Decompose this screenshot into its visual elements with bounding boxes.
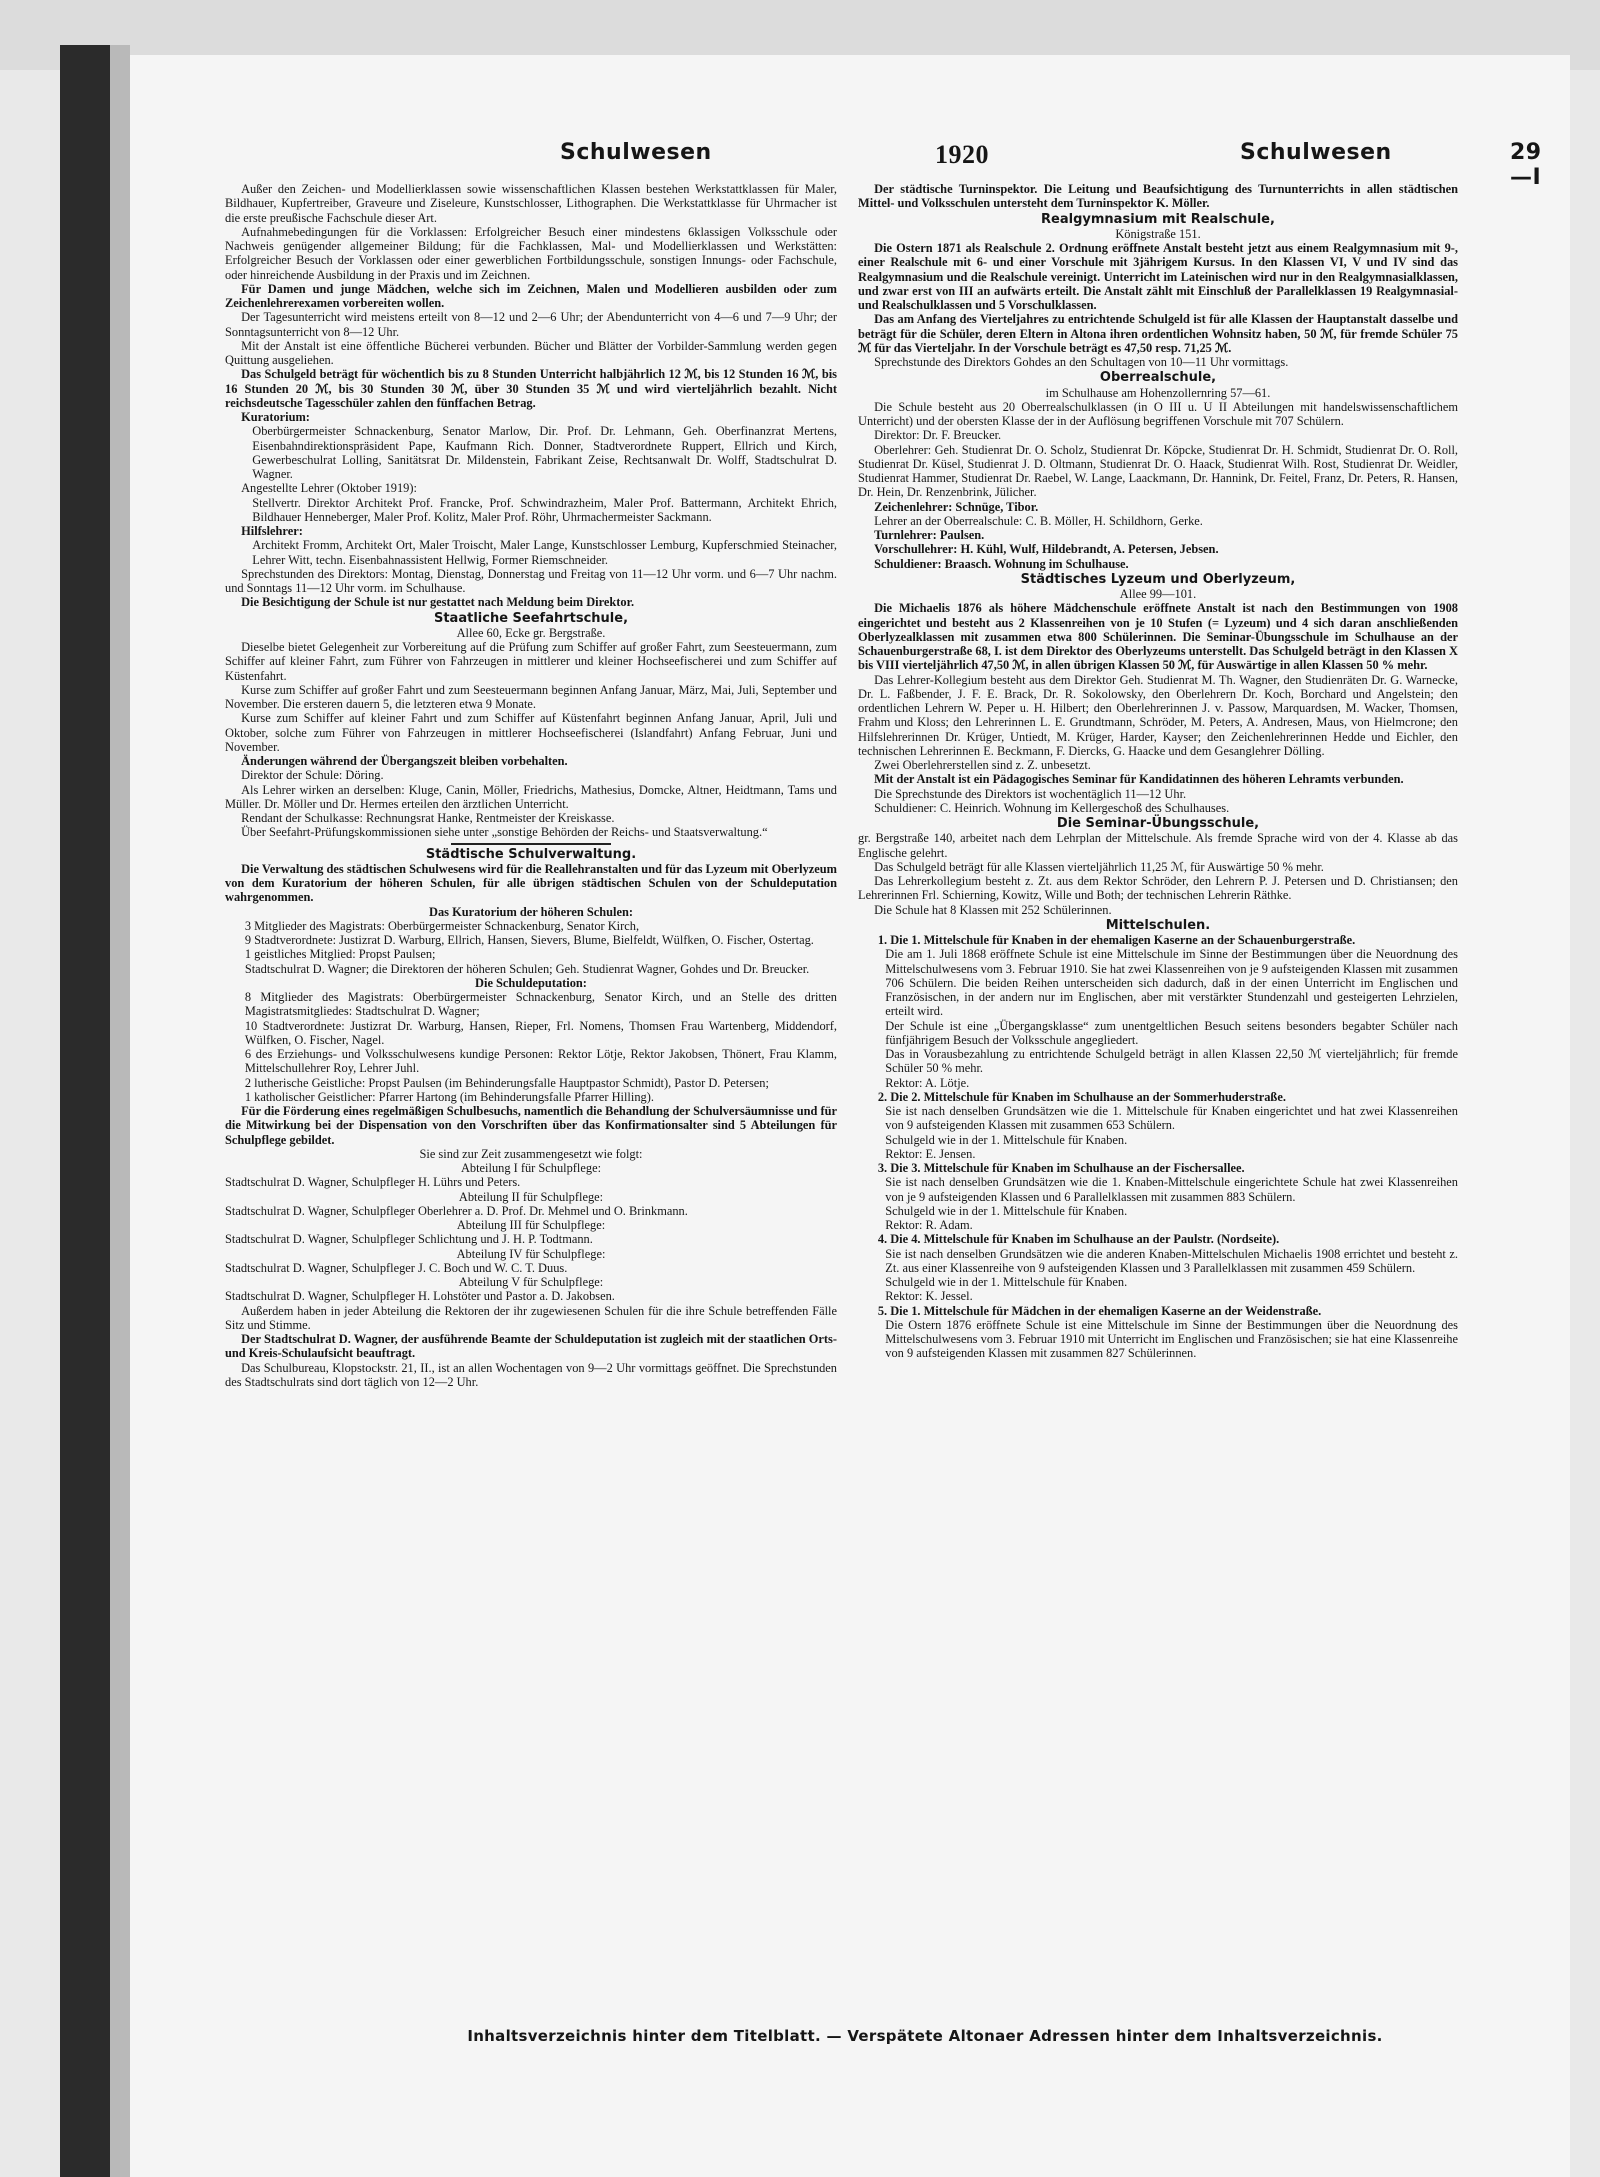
paragraph: Sie ist nach denselben Grundsätzen wie die 1. Mittelschule für Knaben eingerichtet und hat zwei Klassenreihen von 9 aufsteigenden Klassen mit zusammen 653 Schülern. <box>885 1104 1458 1133</box>
paragraph: Die Michaelis 1876 als höhere Mädchenschule eröffnete Anstalt ist nach den Bestimmungen von 1908 eingerichtet und besteht aus 2 Klassenreihen von je 10 Stufen (= Lyzeum) und 4 sich daran anschließenden Oberlyzealklassen mit zusammen etwa 800 Schülerinnen. Die Seminar-Übungsschule im Schulhause an der Schauenburgerstraße 68, I. ist dem Direktor des Oberlyzeums unterstellt. Das Schulgeld beträgt in den Klassen X bis VIII vierteljährlich 47,50 ℳ, in allen übrigen Klassen 50 ℳ, für Auswärtige in allen Klassen 50 % mehr. <box>858 601 1458 673</box>
paragraph: Der Stadtschulrat D. Wagner, der ausführende Beamte der Schuldeputation ist zugleich mit der staatlichen Orts- und Kreis-Schulaufsicht beauftragt. <box>225 1332 837 1361</box>
left-column <box>225 182 837 1389</box>
header-right: Schulwesen <box>1240 140 1392 165</box>
paragraph: Schuldiener: Braasch. Wohnung im Schulhause. <box>874 556 1129 571</box>
paragraph: gr. Bergstraße 140, arbeitet nach dem Lehrplan der Mittelschule. Als fremde Sprache wird von der 4. Klasse ab das Englische gelehrt. <box>858 831 1458 860</box>
section-subheading: im Schulhause am Hohenzollernring 57—61. <box>1045 385 1271 400</box>
paragraph: Angestellte Lehrer (Oktober 1919): <box>241 481 417 496</box>
department-heading: Abteilung IV für Schulpflege: <box>456 1246 606 1261</box>
paragraph: Das Lehrer-Kollegium besteht aus dem Direktor Geh. Studienrat M. Th. Wagner, den Studienräten Dr. G. Warnecke, Dr. L. Faßbender, J. F. E. Brack, Dr. R. Sokolowsky, den Oberlehrern Dr. Koch, Borchard und Angelstein; den ordentlichen Lehrern W. Peper u. H. Hilbert; den Oberlehrerinnen J. v. Passow, Marquardsen, M. Wacker, Thomsen, Frahm und Kloss; den Lehrerinnen L. E. Grundtmann, Schröder, M. Peters, A. Andresen, Maus, von Hielmcrone; den Hilfslehrerinnen Dr. Krüger, Untiedt, M. Krüger, Harder, Kayser; den Zeichenlehrerinnen Hedde und Eichler, den technischen Lehrerinnen E. Beckmann, F. Diercks, G. Haacke und dem Gesanglehrer Dölling. <box>858 672 1458 758</box>
document-page <box>130 55 1570 2177</box>
paragraph: Für Damen und junge Mädchen, welche sich im Zeichnen, Malen und Modellieren ausbilden oder zum Zeichenlehrerexamen vorbereiten wollen. <box>225 281 837 310</box>
paragraph: Architekt Fromm, Architekt Ort, Maler Troischt, Maler Lange, Kunstschlosser Lemburg, Kupferschmied Steinacher, Lehrer Witt, techn. Eisenbahnassistent Hellwig, Former Riemschneider. <box>252 538 837 567</box>
paragraph: Die Ostern 1871 als Realschule 2. Ordnung eröffnete Anstalt besteht jetzt aus einem Realgymnasium mit 9-, einer Realschule mit 6- und einer Vorschule mit 3jährigem Kursus. In den Klassen VI, V und IV sind das Realgymnasium und die Realschule vereinigt. Unterricht im Lateinischen wird nur in den Realgymnasialklassen, und zwar erst von III an aufwärts erteilt. Die Anstalt zählt mit Einschluß der Parallelklassen 19 Realgymnasial- und Realschulklassen und 5 Vorschulklassen. <box>858 241 1458 312</box>
paragraph: Lehrer an der Oberrealschule: C. B. Möller, H. Schildhorn, Gerke. <box>874 513 1203 528</box>
section-heading: Staatliche Seefahrtschule, <box>433 610 629 626</box>
paragraph: Kurse zum Schiffer auf kleiner Fahrt und zum Schiffer auf Küstenfahrt beginnen Anfang Januar, April, Juli und Oktober, solche zum Führer von Fahrzeugen in mittlerer Hochseefischerei (Islandfahrt) Anfang Februar, Juni und November. <box>225 711 837 754</box>
paragraph: Schulgeld wie in der 1. Mittelschule für Knaben. <box>885 1203 1128 1218</box>
paragraph: Schuldiener: C. Heinrich. Wohnung im Kellergeschoß des Schulhauses. <box>874 800 1230 815</box>
list-item: 1. Die 1. Mittelschule für Knaben in der ehemaligen Kaserne an der Schauenburgerstraße. <box>877 933 1356 947</box>
list-item: 4. Die 4. Mittelschule für Knaben im Schulhause an der Paulstr. (Nordseite). <box>877 1232 1280 1247</box>
paragraph: Das Schulgeld beträgt für alle Klassen vierteljährlich 11,25 ℳ, für Auswärtige 50 % mehr. <box>874 859 1324 874</box>
paragraph: Änderungen während der Übergangszeit bleiben vorbehalten. <box>241 754 568 768</box>
paragraph: 1 katholischer Geistlicher: Pfarrer Hartong (im Behinderungsfalle Pfarrer Hilling). <box>244 1089 654 1104</box>
paragraph: Über Seefahrt-Prüfungskommissionen siehe unter „sonstige Behörden der Reichs- und Staatsverwaltung.“ <box>241 825 768 840</box>
paragraph: Kuratorium: <box>241 410 310 424</box>
paragraph: Das Schulbureau, Klopstockstr. 21, II., ist an allen Wochentagen von 9—2 Uhr vormittags geöffnet. Die Sprechstunden des Stadtschulrats sind dort täglich von 12—2 Uhr. <box>225 1360 837 1389</box>
section-subheading: Königstraße 151. <box>1115 226 1201 241</box>
book-binding <box>60 45 110 2177</box>
paragraph: Stadtschulrat D. Wagner, Schulpfleger H. Lührs und Peters. <box>225 1175 521 1190</box>
right-column <box>858 182 1458 1361</box>
paragraph: 8 Mitglieder des Magistrats: Oberbürgermeister Schnackenburg, Senator Kirch, und an Stelle des dritten Magistratsmitgliedes: Stadtschulrat D. Wagner; <box>244 990 837 1019</box>
paragraph: Außer den Zeichen- und Modellierklassen sowie wissenschaftlichen Klassen bestehen Werkstattklassen für Maler, Bildhauer, Kupfertreiber, Graveure und Ziseleure, Kunstschlosser, Lithographen. Die Werkstattklasse für Uhrmacher ist die erste preußische Fachschule dieser Art. <box>225 182 837 225</box>
paragraph: Hilfslehrer: <box>241 524 303 538</box>
department-heading: Abteilung I für Schulpflege: <box>460 1161 602 1175</box>
paragraph: Die am 1. Juli 1868 eröffnete Schule ist eine Mittelschule im Sinne der Bestimmungen über die Neuordnung des Mittelschulwesens vom 3. Februar 1910. Sie hat zwei Klassenreihen von je 9 aufsteigenden Klassen mit zusammen 706 Schülern. Die beiden Reihen unterscheiden sich dadurch, daß in der einen Unterricht im Englischen und Französischen, in der andern nur im Englischen, aber mit verstärkter Stundenzahl und gesteigerten Lehrzielen, erteilt wird. <box>885 947 1458 1019</box>
paragraph: Der städtische Turninspektor. Die Leitung und Beaufsichtigung des Turnunterrichts in allen städtischen Mittel- und Volksschulen untersteht dem Turninspektor K. Möller. <box>858 182 1458 211</box>
paragraph: Vorschullehrer: H. Kühl, Wulf, Hildebrandt, A. Petersen, Jebsen. <box>874 542 1219 557</box>
page-number: 29—I <box>1510 140 1542 190</box>
paragraph: Oberbürgermeister Schnackenburg, Senator Marlow, Dir. Prof. Dr. Lehmann, Geh. Oberfinanzrat Mertens, Eisenbahndirektionspräsident Pape, Kaufmann Rich. Donner, Stadtverordnete Ruppert, Ellrich und Kirch, Gewerbeschulrat Lolling, Sanitätsrat Dr. Mildenstein, Fabrikant Zeise, Rechtsanwalt Dr. Wolff, Stadtschulrat D. Wagner. <box>252 424 837 481</box>
paragraph: 6 des Erziehungs- und Volksschulwesens kundige Personen: Rektor Lötje, Rektor Jakobsen, Thönert, Frau Klamm, Mittelschullehrer Roy, Lehrer Juhl. <box>244 1047 837 1076</box>
section-subheading: Allee 60, Ecke gr. Bergstraße. <box>456 625 606 640</box>
section-subheading: Allee 99—101. <box>1119 587 1197 601</box>
paragraph: Schulgeld wie in der 1. Mittelschule für Knaben. <box>885 1132 1128 1147</box>
department-heading: Abteilung V für Schulpflege: <box>458 1275 604 1289</box>
paragraph: Rektor: R. Adam. <box>885 1218 973 1232</box>
running-header <box>225 140 1542 190</box>
paragraph: 3 Mitglieder des Magistrats: Oberbürgermeister Schnackenburg, Senator Kirch, <box>244 918 640 933</box>
paragraph: Das am Anfang des Vierteljahres zu entrichtende Schulgeld ist für alle Klassen der Hauptanstalt dasselbe und beträgt für die Schüler, deren Eltern in Altona ihren ordentlichen Wohnsitz haben, 50 ℳ, für fremde Schüler 75 ℳ für das Vierteljahr. In der Vorschule beträgt es 47,50 resp. 71,25 ℳ. <box>858 312 1458 355</box>
paragraph: Sie ist nach denselben Grundsätzen wie die anderen Knaben-Mittelschulen Michaelis 1908 errichtet und besteht z. Zt. aus einer Klassenreihe von 9 aufsteigenden Klassen und 3 Parallelklassen mit zusammen 459 Schülern. <box>885 1246 1458 1275</box>
paragraph: Direktor der Schule: Döring. <box>241 768 384 783</box>
paragraph: Mit der Anstalt ist eine öffentliche Bücherei verbunden. Bücher und Blätter der Vorbilder-Sammlung werden gegen Quittung ausgeliehen. <box>225 338 837 367</box>
paragraph: 2 lutherische Geistliche: Propst Paulsen (im Behinderungsfalle Hauptpastor Schmidt), Pastor D. Petersen; <box>244 1075 769 1090</box>
header-year: 1920 <box>935 140 989 169</box>
department-heading: Abteilung III für Schulpflege: <box>456 1218 606 1232</box>
list-item: 5. Die 1. Mittelschule für Mädchen in der ehemaligen Kaserne an der Weidenstraße. <box>877 1303 1322 1318</box>
header-left: Schulwesen <box>560 140 712 165</box>
section-heading: Städtisches Lyzeum und Oberlyzeum, <box>1020 571 1296 587</box>
paragraph: Sie sind zur Zeit zusammengesetzt wie folgt: <box>419 1146 643 1161</box>
paragraph: 1 geistliches Mitglied: Propst Paulsen; <box>244 947 436 962</box>
paragraph: Die Schule besteht aus 20 Oberrealschulklassen (in O III u. U II Abteilungen mit handelswissenschaftlichem Unterricht) und der obersten Klasse der in der Auflösung begriffenen Vorschule mit 707 Schülern. <box>858 399 1458 428</box>
list-item: 3. Die 3. Mittelschule für Knaben im Schulhause an der Fischersallee. <box>877 1161 1245 1175</box>
section-heading: Realgymnasium mit Realschule, <box>1041 211 1275 227</box>
paragraph: Direktor: Dr. F. Breucker. <box>874 428 1002 443</box>
paragraph: Das Schulgeld beträgt für wöchentlich bis zu 8 Stunden Unterricht halbjährlich 12 ℳ, bis 12 Stunden 16 ℳ, bis 16 Stunden 20 ℳ, bis 30 Stunden 30 ℳ, über 30 Stunden 35 ℳ und wird vierteljährlich bezahlt. Nicht reichsdeutsche Tagesschüler zahlen den fünffachen Betrag. <box>225 367 837 410</box>
paragraph: Rendant der Schulkasse: Rechnungsrat Hanke, Rentmeister der Kreiskasse. <box>241 811 615 825</box>
paragraph: Rektor: A. Lötje. <box>885 1075 970 1090</box>
paragraph: Die Verwaltung des städtischen Schulwesens wird für die Reallehranstalten und für das Lyzeum mit Oberlyzeum von dem Kuratorium der höheren Schulen, für alle übrigen städtischen Schulen von der Schuldeputation wahrgenommen. <box>225 861 837 905</box>
paragraph: Der Schule ist eine „Übergangsklasse“ zum unentgeltlichen Besuch seitens besonders begabter Schüler nach fünfjährigem Besuch der Volksschule angegliedert. <box>885 1018 1458 1047</box>
paragraph: Oberlehrer: Geh. Studienrat Dr. O. Scholz, Studienrat Dr. Köpcke, Studienrat Dr. H. Schmidt, Studienrat Dr. O. Roll, Studienrat Dr. Küsel, Studienrat J. D. Oltmann, Studienrat Dr. O. Haack, Studienrat Wilh. Rost, Studienrat Dr. Weidler, Studienrat Hammer, Studienrat Dr. Raebel, W. Lange, Laackmann, Dr. Hannink, Dr. Feitel, Franz, Dr. Peters, R. Hansen, Dr. Hein, Dr. Renzenbrink, Jülicher. <box>858 442 1458 500</box>
paragraph: Stellvertr. Direktor Architekt Prof. Francke, Prof. Schwindrazheim, Maler Prof. Battermann, Architekt Ehrich, Bildhauer Henneberger, Maler Prof. Kolitz, Maler Prof. Röhr, Uhrmachermeister Sackmann. <box>252 495 837 524</box>
paragraph: Mit der Anstalt ist ein Pädagogisches Seminar für Kandidatinnen des höheren Lehramts verbunden. <box>874 772 1404 787</box>
subsection-heading: Die Schuldeputation: <box>475 975 587 990</box>
paragraph: Die Sprechstunde des Direktors ist wochentäglich 11—12 Uhr. <box>874 786 1187 801</box>
paragraph: Schulgeld wie in der 1. Mittelschule für Knaben. <box>885 1275 1128 1289</box>
paragraph: Sprechstunden des Direktors: Montag, Dienstag, Donnerstag und Freitag von 11—12 Uhr vorm. und 6—7 Uhr nachm. und Sonntags 11—12 Uhr vorm. im Schulhause. <box>225 566 837 595</box>
subsection-heading: Das Kuratorium der höheren Schulen: <box>429 904 633 919</box>
paragraph: 9 Stadtverordnete: Justizrat D. Warburg, Ellrich, Hansen, Sievers, Blume, Bielfeldt, Wülfken, O. Fischer, Ostertag. <box>244 933 814 947</box>
paragraph: Aufnahmebedingungen für die Vorklassen: Erfolgreicher Besuch einer mindestens 6klassigen Volksschule oder Nachweis genügender allgemeiner Bildung; für die Fachklassen, Mal- und Modellierklassen und Werkstätten: Erfolgreicher Besuch der Vorklassen oder einer gewerblichen Fortbildungsschule, sonstigen Innungs- oder Fachschule, oder hinreichende Ausbildung in der Praxis und im Zeichnen. <box>225 224 837 282</box>
paragraph: Stadtschulrat D. Wagner, Schulpfleger H. Lohstöter und Pastor a. D. Jakobsen. <box>225 1289 615 1304</box>
paragraph: Zeichenlehrer: Schnüge, Tibor. <box>874 499 1039 514</box>
paragraph: Stadtschulrat D. Wagner, Schulpfleger Schlichtung und J. H. P. Todtmann. <box>225 1232 593 1247</box>
paragraph: Das in Vorausbezahlung zu entrichtende Schulgeld beträgt in allen Klassen 22,50 ℳ vierteljährlich; für fremde Schüler 50 % mehr. <box>885 1047 1458 1076</box>
paragraph: 10 Stadtverordnete: Justizrat Dr. Warburg, Hansen, Rieper, Frl. Nomens, Thomsen Frau Wartenberg, Middendorf, Wülfken, O. Fischer, Nagel. <box>244 1018 837 1047</box>
paragraph: Zwei Oberlehrerstellen sind z. Z. unbesetzt. <box>874 758 1091 772</box>
page-footer: Inhaltsverzeichnis hinter dem Titelblatt. — Verspätete Altonaer Adressen hinter dem Inhaltsverzeichnis. <box>467 2027 1383 2045</box>
paragraph: Das Lehrerkollegium besteht z. Zt. aus dem Rektor Schröder, den Lehrern P. J. Petersen und D. Christiansen; den Lehrerinnen Frl. Schierning, Kowitz, Wille und Both; der technischen Lehrerin Räthke. <box>858 874 1458 903</box>
paragraph: Stadtschulrat D. Wagner, Schulpfleger Oberlehrer a. D. Prof. Dr. Mehmel und O. Brinkmann. <box>225 1203 688 1218</box>
paragraph: Der Tagesunterricht wird meistens erteilt von 8—12 und 2—6 Uhr; der Abendunterricht von 4—6 und 7—9 Uhr; der Sonntagsunterricht von 8—12 Uhr. <box>225 310 837 339</box>
paragraph: Die Schule hat 8 Klassen mit 252 Schülerinnen. <box>874 902 1112 917</box>
paragraph: Turnlehrer: Paulsen. <box>874 528 985 542</box>
paragraph: Als Lehrer wirken an derselben: Kluge, Canin, Möller, Friedrichs, Mathesius, Domcke, Altner, Heidtmann, Tams und Müller. Dr. Möller und Dr. Hermes erteilen den ärztlichen Unterricht. <box>225 782 837 811</box>
paragraph: Die Ostern 1876 eröffnete Schule ist eine Mittelschule im Sinne der Bestimmungen über die Neuordnung des Mittelschulwesens vom 3. Februar 1910 mit Unterricht im Englischen und Französischen; sie hat eine Klassenreihe von 9 aufsteigenden Klassen mit zusammen 827 Schülerinnen. <box>885 1317 1458 1361</box>
section-heading: Städtische Schulverwaltung. <box>425 846 637 862</box>
paragraph: Stadtschulrat D. Wagner, Schulpfleger J. C. Boch und W. C. T. Duus. <box>225 1260 568 1275</box>
paragraph: Rektor: K. Jessel. <box>885 1289 973 1304</box>
section-heading: Oberrealschule, <box>1099 370 1217 386</box>
paragraph: Außerdem haben in jeder Abteilung die Rektoren der ihr zugewiesenen Schulen für die ihre Schule betreffenden Fälle Sitz und Stimme. <box>225 1303 837 1332</box>
binding-shadow <box>110 45 130 2177</box>
paragraph: Stadtschulrat D. Wagner; die Direktoren der höheren Schulen; Geh. Studienrat Wagner, Gohdes und Dr. Breucker. <box>244 961 810 976</box>
list-item: 2. Die 2. Mittelschule für Knaben im Schulhause an der Sommerhuderstraße. <box>877 1089 1286 1104</box>
section-divider <box>451 843 611 845</box>
department-heading: Abteilung II für Schulpflege: <box>458 1189 604 1204</box>
paragraph: Sprechstunde des Direktors Gohdes an den Schultagen von 10—11 Uhr vormittags. <box>874 355 1289 369</box>
paragraph: Kurse zum Schiffer auf großer Fahrt und zum Seesteuermann beginnen Anfang Januar, März, Mai, Juli, September und November. Die ersteren dauern 5, die letzteren etwa 9 Monate. <box>225 682 837 711</box>
paragraph: Dieselbe bietet Gelegenheit zur Vorbereitung auf die Prüfung zum Schiffer auf großer Fahrt, zum Seesteuermann, zum Schiffer auf kleiner Fahrt, zum Führer von Fahrzeugen in mittlerer und kleiner Hochseefischerei und zum Schiffer auf Küstenfahrt. <box>225 640 837 683</box>
paragraph: Sie ist nach denselben Grundsätzen wie die 1. Knaben-Mittelschule eingerichtete Schule hat zwei Klassenreihen von je 9 aufsteigenden Klassen und 6 Parallelklassen mit zusammen 883 Schülern. <box>885 1175 1458 1204</box>
section-heading: Die Seminar-Übungsschule, <box>1056 816 1260 831</box>
paragraph: Für die Förderung eines regelmäßigen Schulbesuchs, namentlich die Behandlung der Schulversäumnisse und für die Mitwirkung bei der Dispensation von den Vorschriften über das Konfirmationsalter sind 5 Abteilungen für Schulpflege gebildet. <box>225 1104 837 1147</box>
section-heading: Mittelschulen. <box>1105 917 1211 933</box>
paragraph: Rektor: E. Jensen. <box>885 1146 976 1161</box>
paragraph: Die Besichtigung der Schule ist nur gestattet nach Meldung beim Direktor. <box>241 595 635 610</box>
